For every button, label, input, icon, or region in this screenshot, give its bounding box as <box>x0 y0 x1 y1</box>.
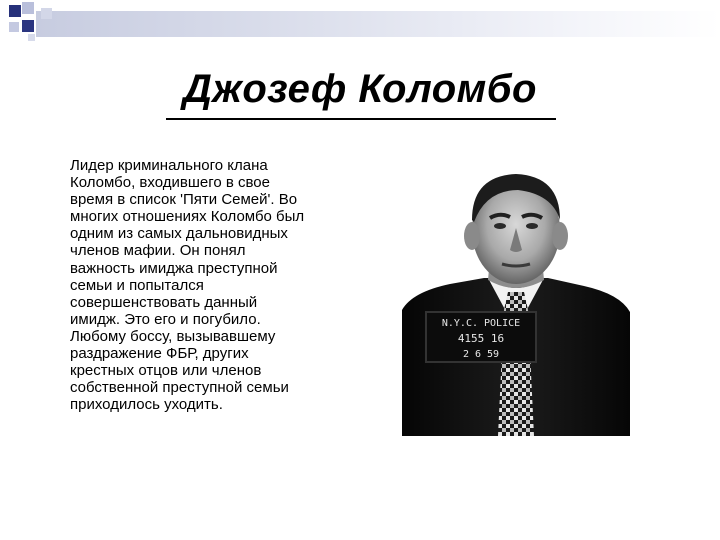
mugshot-photo <box>402 160 630 436</box>
decorative-square <box>9 22 19 32</box>
slide-title: Джозеф Коломбо <box>183 67 537 111</box>
decorative-square <box>41 8 52 19</box>
title-container <box>140 66 580 112</box>
title-underline <box>166 118 556 120</box>
placard-line-3: 2 6 59 <box>462 349 500 360</box>
body-text: Лидер криминального клана Коломбо, входившего в свое время в список 'Пяти Семей'. Во многих отношениях Коломбо был одним из самых дальновидных членов мафии. Он понял важность имиджа преступной семьи и попытался совершенствовать данный имидж. Это его и погубило. Любому боссу, вызывавшему раздражение ФБР, других крестных отцов или членов собственной преступной семьи приходилось уходить. <box>70 157 305 414</box>
decorative-square <box>9 5 21 17</box>
decorative-square <box>22 2 34 14</box>
decorative-square <box>28 34 35 41</box>
placard-line-1: N.Y.C. POLICE <box>441 318 521 329</box>
placard-line-2: 4155 16 <box>457 332 505 345</box>
decorative-header-band <box>36 11 720 37</box>
decorative-square <box>22 20 34 32</box>
